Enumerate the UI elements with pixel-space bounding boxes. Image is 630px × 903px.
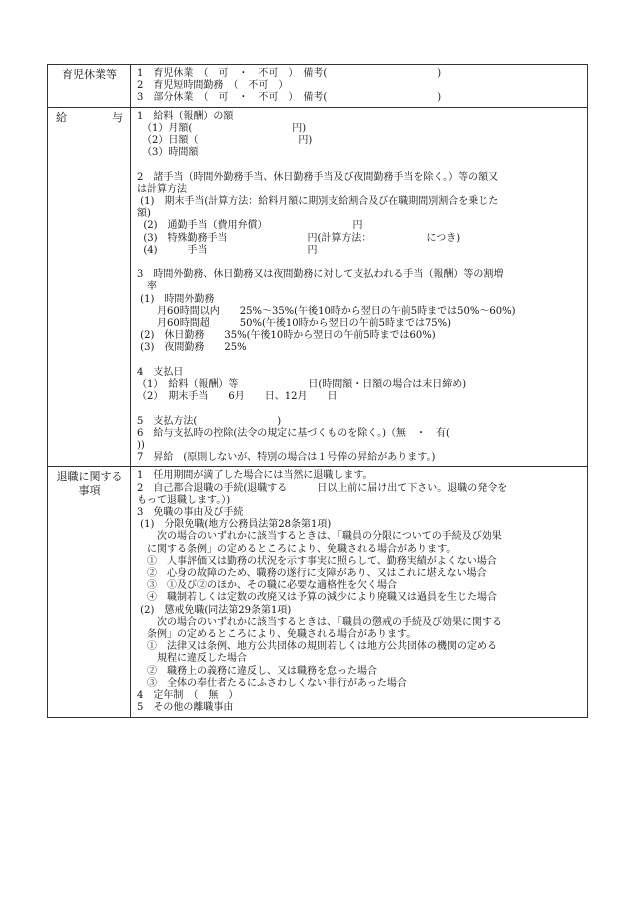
salary-line: （2） 期末手当 6月 日、12月 日 <box>137 391 338 403</box>
retirement-line: もって退職します。）) <box>137 494 231 506</box>
salary-heading-char: 給 <box>56 110 67 124</box>
retirement-line: 2 自己都合退職の手続(退職する 日以上前に届け出て下さい。退職の発令を <box>137 482 508 494</box>
salary-line: （1） 給料（報酬）等 日(時間額・日額の場合は末日締め) <box>137 379 467 391</box>
salary-line: 4 支払日 <box>137 366 184 378</box>
retirement-line: 次の場合のいずれかに該当するときは、「職員の懲戒の手続及び効果に関する <box>137 616 502 628</box>
salary-line: 2 諸手当（時間外勤務手当、休日勤務手当及び夜間勤務手当を除く。）等の額又 <box>137 171 499 183</box>
retirement-line: 次の場合のいずれかに該当するときは、「職員の分限についての手続及び効果 <box>137 531 502 543</box>
childcare-line: 3 部分休業 （ 可 ・ 不可 ） 備考( ) <box>137 92 442 104</box>
childcare-body <box>131 65 588 108</box>
conditions-table <box>47 64 588 718</box>
retirement-line: (2) 懲戒免職(同法第29条第1項) <box>137 604 292 616</box>
retirement-line: ② 心身の故障のため、職務の遂行に支障があり、又はこれに堪えない場合 <box>137 568 487 580</box>
salary-line: (1) 時間外勤務 <box>137 293 215 305</box>
salary-heading-char: 与 <box>112 110 123 124</box>
retirement-line: ③ 全体の奉仕者たるにふさわしくない非行があった場合 <box>137 677 407 689</box>
retirement-row <box>48 467 588 717</box>
retirement-heading: 退職に関する事項 <box>48 467 131 717</box>
salary-line: 月60時間以内 25%～35%(午後10時から翌日の午前5時までは50%～60%) <box>137 305 516 317</box>
retirement-line: 3 免職の事由及び手続 <box>137 507 244 519</box>
salary-line: 3 時間外勤務、休日勤務又は夜間勤務に対して支払われる手当（報酬）等の割増 <box>137 269 504 281</box>
salary-line: (3) 特殊勤務手当 円(計算方法： につき) <box>137 232 461 244</box>
salary-line: （3）時間額 <box>137 147 199 159</box>
salary-line: (2) 通勤手当（費用弁償） 円 <box>137 220 363 232</box>
salary-heading <box>48 107 131 467</box>
salary-line: (4) 手当 円 <box>137 244 318 256</box>
salary-body <box>131 107 588 467</box>
salary-line: 月60時間超 50%(午後10時から翌日の午前5時までは75%) <box>137 318 452 330</box>
salary-line: （1）月額( 円) <box>137 122 307 134</box>
retirement-line: ① 人事評価又は勤務の状況を示す事実に照らして、勤務実績がよくない場合 <box>137 555 497 567</box>
retirement-line: ④ 職制若しくは定数の改廃又は予算の減少により廃職又は過員を生じた場合 <box>137 592 497 604</box>
salary-line: (2) 休日勤務 35%(午後10時から翌日の午前5時までは60%) <box>137 330 436 342</box>
salary-line: (1) 期末手当(計算方法：給料月額に期別支給割合及び在職期間別割合を乗じた <box>137 196 499 208</box>
salary-line <box>137 403 583 415</box>
retirement-line: (1) 分限免職(地方公務員法第28条第1項) <box>137 519 332 531</box>
retirement-line: 5 その他の離職事由 <box>137 702 234 714</box>
salary-line: 率 <box>137 281 157 293</box>
retirement-line: に関する条例」の定めるところにより、免職される場合があります。 <box>137 543 457 555</box>
retirement-line: 4 定年制 （ 無 ） <box>137 690 239 702</box>
childcare-heading: 育児休業等 <box>48 65 131 108</box>
retirement-line: ② 職務上の義務に違反し、又は職務を怠った場合 <box>137 665 377 677</box>
salary-line: 額) <box>137 208 151 220</box>
salary-line <box>137 355 583 367</box>
salary-line: 1 給料（報酬）の額 <box>137 110 234 122</box>
salary-line: 6 給与支払時の控除(法令の規定に基づくものを除く。)（無 ・ 有( <box>137 427 450 439</box>
retirement-line: 1 任用期間が満了した場合には当然に退職します。 <box>137 470 373 482</box>
retirement-line: ③ ①及び②のほか、その職に必要な適格性を欠く場合 <box>137 580 397 592</box>
childcare-line: 2 育児短時間勤務 （ 不可 ） <box>137 80 289 92</box>
salary-line: （2）日額（ 円) <box>137 135 313 147</box>
salary-line: 5 支払方法( ) <box>137 415 282 427</box>
retirement-body <box>131 467 588 717</box>
salary-line <box>137 159 583 171</box>
salary-line: は計算方法 <box>137 183 187 195</box>
retirement-line: 条例」の定めるところにより、免職される場合があります。 <box>137 629 417 641</box>
retirement-line: 規程に違反した場合 <box>137 653 247 665</box>
salary-line: (3) 夜間勤務 25% <box>137 342 247 354</box>
salary-row <box>48 107 588 467</box>
salary-line <box>137 257 583 269</box>
retirement-line: ① 法律又は条例、地方公共団体の規則若しくは地方公共団体の機関の定める <box>137 641 497 653</box>
childcare-line: 1 育児休業 （ 可 ・ 不可 ） 備考( ) <box>137 68 442 79</box>
childcare-row <box>48 65 588 108</box>
salary-line: 7 昇給 (原則しないが、特別の場合は１号俸の昇給があります。) <box>137 452 436 464</box>
salary-line: )) <box>137 440 145 452</box>
